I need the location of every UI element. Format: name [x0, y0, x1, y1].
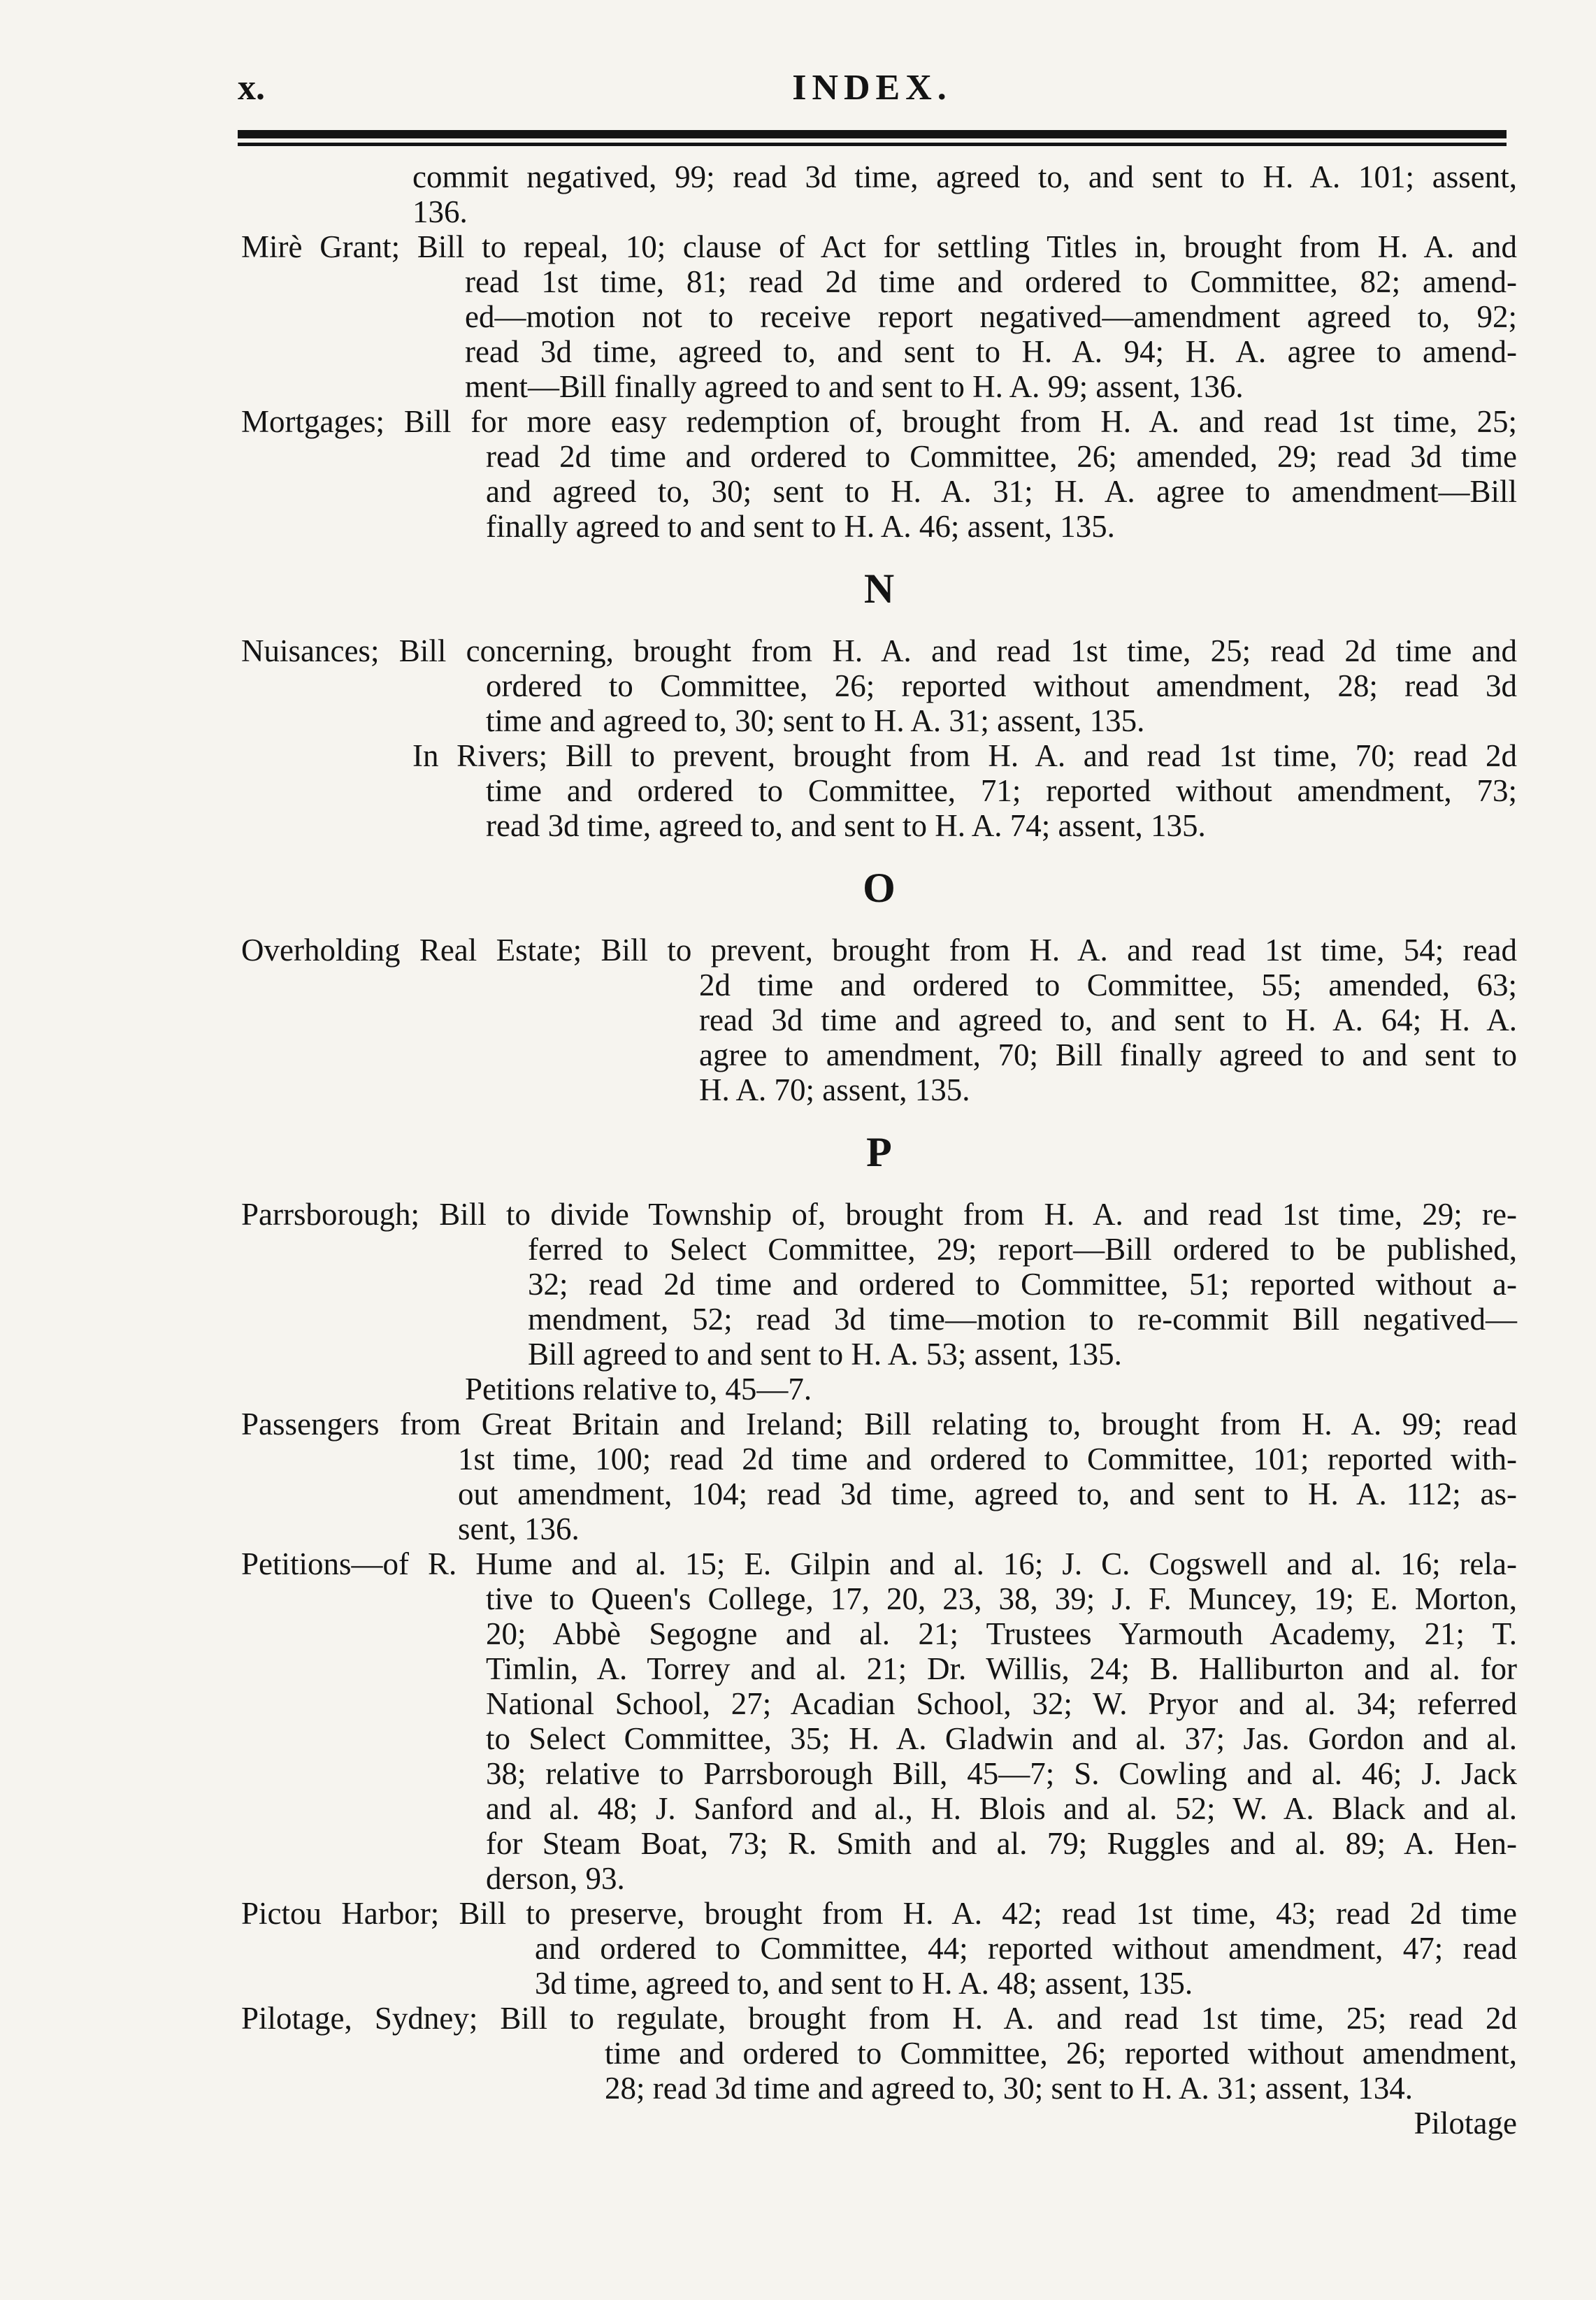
index-entry-nuisances	[241, 633, 1517, 738]
entry-line: finally agreed to and sent to H. A. 46; assent, 135.	[486, 509, 1115, 544]
entry-head: Petitions relative to, 45—7.	[465, 1372, 812, 1407]
index-entry-overholding	[241, 933, 1517, 1107]
header-rule-thick	[238, 130, 1507, 138]
entry-line: time and ordered to Committee, 26; reported without amendment,	[605, 2036, 1517, 2071]
entry-line: H. A. 70; assent, 135.	[699, 1072, 970, 1107]
entry-head: Mortgages; Bill for more easy redemption of, brought from H. A. and read 1st time, 25;	[241, 404, 1517, 439]
entry-line: and agreed to, 30; sent to H. A. 31; H. A. agree to amendment—Bill	[486, 474, 1517, 509]
entry-head: Pilotage, Sydney; Bill to regulate, brought from H. A. and read 1st time, 25; read 2d	[241, 2001, 1517, 2036]
page-header	[238, 67, 1507, 123]
entry-line: ment—Bill finally agreed to and sent to H. A. 99; assent, 136.	[465, 369, 1244, 404]
catchword: Pilotage	[1414, 2106, 1517, 2141]
entry-head: In Rivers; Bill to prevent, brought from H. A. and read 1st time, 70; read 2d	[412, 738, 1517, 773]
section-letter-o: O	[863, 865, 896, 911]
entry-line: Timlin, A. Torrey and al. 21; Dr. Willis, 24; B. Halliburton and al. for	[486, 1651, 1517, 1686]
index-entry-parrsborough	[241, 1197, 1517, 1372]
entry-head: Parrsborough; Bill to divide Township of, brought from H. A. and read 1st time, 29; re-	[241, 1197, 1517, 1232]
entry-line: out amendment, 104; read 3d time, agreed to, and sent to H. A. 112; as-	[458, 1476, 1517, 1511]
entry-line: read 3d time and agreed to, and sent to H. A. 64; H. A.	[699, 1002, 1517, 1037]
entry-head: Overholding Real Estate; Bill to prevent, brought from H. A. and read 1st time, 54; read	[241, 933, 1517, 968]
entry-head: Passengers from Great Britain and Ireland; Bill relating to, brought from H. A. 99; read	[241, 1407, 1517, 1442]
entry-line: read 3d time, agreed to, and sent to H. A. 74; assent, 135.	[486, 808, 1206, 843]
index-entry-mortgages	[241, 404, 1517, 544]
section-letter-n: N	[863, 566, 895, 612]
entry-line: ferred to Select Committee, 29; report—Bill ordered to be published,	[528, 1232, 1517, 1267]
index-entry-mire-grant	[241, 229, 1517, 404]
entry-line: 38; relative to Parrsborough Bill, 45—7; S. Cowling and al. 46; J. Jack	[486, 1756, 1517, 1791]
entry-line: National School, 27; Acadian School, 32; W. Pryor and al. 34; referred	[486, 1686, 1517, 1721]
entry-line: sent, 136.	[458, 1511, 580, 1546]
entry-line: time and agreed to, 30; sent to H. A. 31; assent, 135.	[486, 703, 1145, 738]
entry-line: and al. 48; J. Sanford and al., H. Blois and al. 52; W. A. Black and al.	[486, 1791, 1517, 1826]
entry-line: and ordered to Committee, 44; reported without amendment, 47; read	[535, 1931, 1517, 1966]
entry-line: read 3d time, agreed to, and sent to H. A. 94; H. A. agree to amend-	[465, 334, 1517, 369]
index-entry-passengers	[241, 1407, 1517, 1546]
entry-line: 28; read 3d time and agreed to, 30; sent to H. A. 31; assent, 134.	[605, 2071, 1414, 2106]
index-entry-pictou-harbor	[241, 1896, 1517, 2001]
entry-line: Bill agreed to and sent to H. A. 53; assent, 135.	[528, 1337, 1122, 1372]
entry-line: ed—motion not to receive report negatived—amendment agreed to, 92;	[465, 299, 1517, 334]
entry-line: ordered to Committee, 26; reported without amendment, 28; read 3d	[486, 668, 1517, 703]
entry-line: 20; Abbè Segogne and al. 21; Trustees Yarmouth Academy, 21; T.	[486, 1616, 1517, 1651]
entry-line: read 2d time and ordered to Committee, 26; amended, 29; read 3d time	[486, 439, 1517, 474]
entry-line: 2d time and ordered to Committee, 55; amended, 63;	[699, 968, 1517, 1002]
entry-line: 3d time, agreed to, and sent to H. A. 48; assent, 135.	[535, 1966, 1193, 2001]
index-entry-nuisances-rivers	[241, 738, 1517, 843]
entry-line: time and ordered to Committee, 71; reported without amendment, 73;	[486, 773, 1517, 808]
entry-head: Mirè Grant; Bill to repeal, 10; clause of Act for settling Titles in, brought from H. A. and	[241, 229, 1517, 264]
index-body	[241, 159, 1517, 2141]
index-entry-petitions	[241, 1546, 1517, 1896]
entry-line: read 1st time, 81; read 2d time and ordered to Committee, 82; amend-	[465, 264, 1517, 299]
entry-line: commit negatived, 99; read 3d time, agreed to, and sent to H. A. 101; assent,	[412, 159, 1517, 194]
page-number: x.	[238, 68, 265, 108]
index-entry-cont-top	[241, 159, 1517, 229]
entry-line: for Steam Boat, 73; R. Smith and al. 79; Ruggles and al. 89; A. Hen-	[486, 1826, 1517, 1861]
index-entry-pilotage-sydney	[241, 2001, 1517, 2106]
entry-line: mendment, 52; read 3d time—motion to re-commit Bill negatived—	[528, 1302, 1517, 1337]
section-letter-p: P	[866, 1129, 892, 1175]
entry-line: tive to Queen's College, 17, 20, 23, 38, 39; J. F. Muncey, 19; E. Morton,	[486, 1581, 1517, 1616]
entry-head: Petitions—of R. Hume and al. 15; E. Gilpin and al. 16; J. C. Cogswell and al. 16; rela-	[241, 1546, 1517, 1581]
entry-line: 136.	[412, 194, 468, 229]
entry-line: 1st time, 100; read 2d time and ordered to Committee, 101; reported with-	[458, 1442, 1517, 1476]
entry-line: 32; read 2d time and ordered to Committee, 51; reported without a-	[528, 1267, 1517, 1302]
entry-line: derson, 93.	[486, 1861, 625, 1896]
entry-line: to Select Committee, 35; H. A. Gladwin and al. 37; Jas. Gordon and al.	[486, 1721, 1517, 1756]
entry-head: Pictou Harbor; Bill to preserve, brought from H. A. 42; read 1st time, 43; read 2d time	[241, 1896, 1517, 1931]
page-title: INDEX.	[792, 68, 952, 108]
entry-line: agree to amendment, 70; Bill finally agreed to and sent to	[699, 1037, 1517, 1072]
entry-head: Nuisances; Bill concerning, brought from H. A. and read 1st time, 25; read 2d time and	[241, 633, 1517, 668]
index-entry-parrsborough-petitions	[241, 1372, 1517, 1407]
header-rule-thin	[238, 143, 1507, 146]
